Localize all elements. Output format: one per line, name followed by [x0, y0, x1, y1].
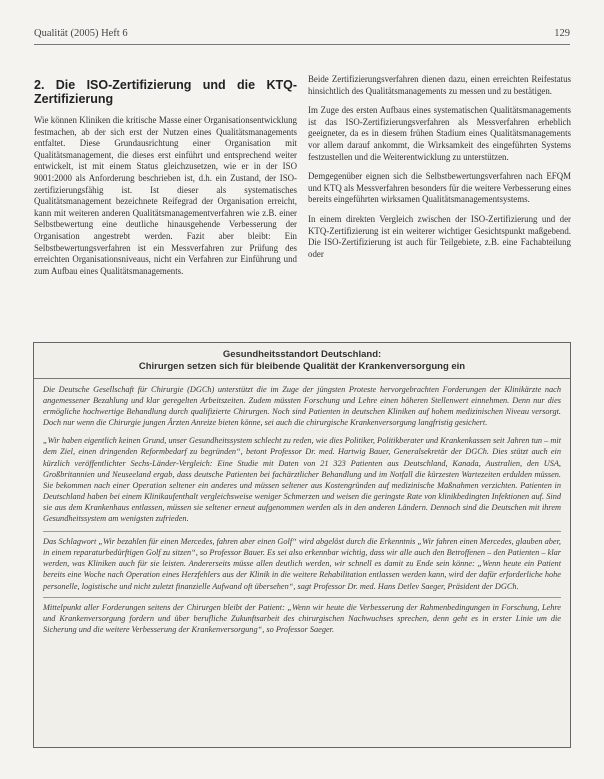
left-column-paragraph: Wie können Kliniken die kritische Masse einer Organisationsentwicklung festmachen, ab der sich erst der Nutzen eines Qualitätsmanagements entfaltet. Diese Grundausrichtung einer Organisation mit Qualitätsmanagement, die dieses erst einführt und entsprechend weiter entwickelt, ist mit einem Status gleichzusetzen, wie er in der ISO 9001:2000 als Anforderung beschrieben ist, d.h. ein Zustand, der ISO-zertifizierungsfähig ist. Ist dieser als systematisches Qualitätsmanagement bezeichnete Reifegrad der Organisation erreicht, kann mit weiteren anderen Qualitätsmanagementverfahren wie z.B. einer Selbstbewertung eine deutliche hinausgehende Verbesserung der Organisation angestrebt werden. Fazit aber bleibt: Ein Selbstbewertungsverfahren ist ein Messverfahren zur Prüfung des erreichten Organisationsniveaus, nicht ein Verfahren zur Einführung und zum Aufbau eines Qualitätsmanagements. — [34, 115, 297, 276]
right-column-paragraph-4: In einem direkten Vergleich zwischen der ISO-Zertifizierung und der KTQ-Zertifizierung ist ein weiterer wichtiger Gesichtspunkt maßgebend. Die ISO-Zertifizierung ist auch für Teilgebiete, z.B. eine Fachabteilung oder — [308, 213, 571, 259]
right-column-paragraph-2: Im Zuge des ersten Aufbaus eines systematischen Qualitätsmanagements ist das ISO-Zertifizierungsverfahren als Messverfahren erheblich geeigneter, da es in diesem frühen Stadium eines Qualitätsmanagements vor allem darauf ankommt, die Wirksamkeit des eingeführten Systems festzustellen und die Weiterentwicklung zu unterstützen. — [308, 105, 571, 162]
right-column-paragraph-3: Demgegenüber eignen sich die Selbstbewertungsverfahren nach EFQM und KTQ als Messverfahren besonders für die weitere Verbesserung eines bereits eingeführten wirksamen Qualitätsmanagementsystems. — [308, 171, 571, 205]
box-body — [34, 379, 570, 635]
left-column — [34, 78, 297, 285]
page-header — [34, 26, 570, 44]
box-heading-line-1: Gesundheitsstandort Deutschland: — [222, 349, 382, 360]
right-column-paragraph-1: Beide Zertifizierungsverfahren dienen dazu, einen erreichten Reifestatus hinsichtlich des Qualitätsmanagements zu messen und zu bestätigen. — [308, 74, 571, 96]
box-divider — [43, 531, 561, 532]
box-paragraph-3: Das Schlagwort „Wir bezahlen für einen Mercedes, fahren aber einen Golf“ wird abgelöst durch die Erkenntnis „Wir fahren einen Mercedes, glauben aber, in einem reparaturbedürftigen Golf zu sitzen“, so Professor Bauer. Es sei also erkennbar wichtig, dass wir alle auch den Betroffenen – den Patienten – klar werden, was Kliniken auch für sie leisten. Andererseits müsse allen deutlich werden, wir schnell es damit zu Ende sein könne: „Wenn heute ein Patient bereits eine Woche nach Operation eines Herzfehlers aus der Klinik in die weitere Rehabilitation entlassen werden kann, wird der dafür erforderliche hohe personelle, logistische und nicht zuletzt finanzielle Aufwand oft übersehen“, sagt Professor Dr. med. Hans Detlev Saeger, Präsident der DGCh. — [43, 537, 561, 591]
box-paragraph-2: „Wir haben eigentlich keinen Grund, unser Gesundheitssystem schlecht zu reden, wie dies Politiker, Politikberater und Krankenkassen seit Jahren tun – mit dem Ziel, einen dringenden Reformbedarf zu begründen“, betont Professor Dr. med. Hartwig Bauer, Generalsekretär der DGCh. Dies stützt auch ein kürzlich veröffentlichter Sechs-Länder-Vergleich: Eine Studie mit Daten von 21 323 Patienten aus Deutschland, Kanada, Australien, den USA, Großbritannien und Neuseeland ergab, dass deutsche Patienten bei fachärztlicher Behandlung und im Notfall die kürzesten Wartezeiten erdulden müssen. Sie bekommen nach einer Operation seltener ein anderes und müssen seltener aus Kostengründen auf medizinische Maßnahmen verzichten. Patienten in Deutschland haben bei einem Klinikaufenthalt vergleichsweise weniger Schmerzen und weisen die geringste Rate von klinikbedingten Infektionen auf. Sind sie aus dem Krankenhaus entlassen, müssen sie seltener erneut aufgenommen werden als in den anderen Ländern. Dennoch sind die Deutschen mit ihrem Gesundheitssystem am wenigsten zufrieden. — [43, 436, 561, 524]
header-divider — [34, 44, 570, 45]
info-box — [33, 342, 571, 748]
box-heading — [34, 349, 570, 373]
box-heading-line-2: Chirurgen setzen sich für bleibende Qualität der Krankenversorgung ein — [138, 361, 466, 372]
box-paragraph-1: Die Deutsche Gesellschaft für Chirurgie (DGCh) unterstützt die im Zuge der jüngsten Proteste hervorgebrachten Forderungen der Klinikärzte nach angemessener Bezahlung und klar geregelten Arbeitszeiten. Zudem müssten Forschung und Lehre einen höheren Stellenwert einnehmen. Denn nur dies ermögliche hochwertige Behandlung durch qualifizierte Chirurgen. Noch sind Patienten in deutschen Kliniken auf hohem medizinischen Niveau versorgt. Doch nur wenn die Chirurgie jungen Ärzten Anreize bieten könne, sei auch die chirurgische Krankenversorgung langfristig gesichert. — [43, 385, 561, 428]
page-number: 129 — [554, 28, 570, 39]
section-title: 2. Die ISO-Zertifizierung und die KTQ-Zertifizierung — [34, 78, 297, 106]
box-paragraph-4: Mittelpunkt aller Forderungen seitens der Chirurgen bleibt der Patient: „Wenn wir heute die Verbesserung der Rahmenbedingungen in Forschung, Lehre und Krankenversorgung fordern und über berufliche Zukunftsarbeit des chirurgischen Nachwuchses sprechen, denn geht es in erster Linie um die Sicherung und die weitere Verbesserung der Krankenversorgung“, so Professor Saeger. — [43, 602, 561, 634]
right-column — [308, 74, 571, 268]
box-divider — [43, 597, 561, 598]
journal-reference: Qualität (2005) Heft 6 — [34, 28, 128, 39]
